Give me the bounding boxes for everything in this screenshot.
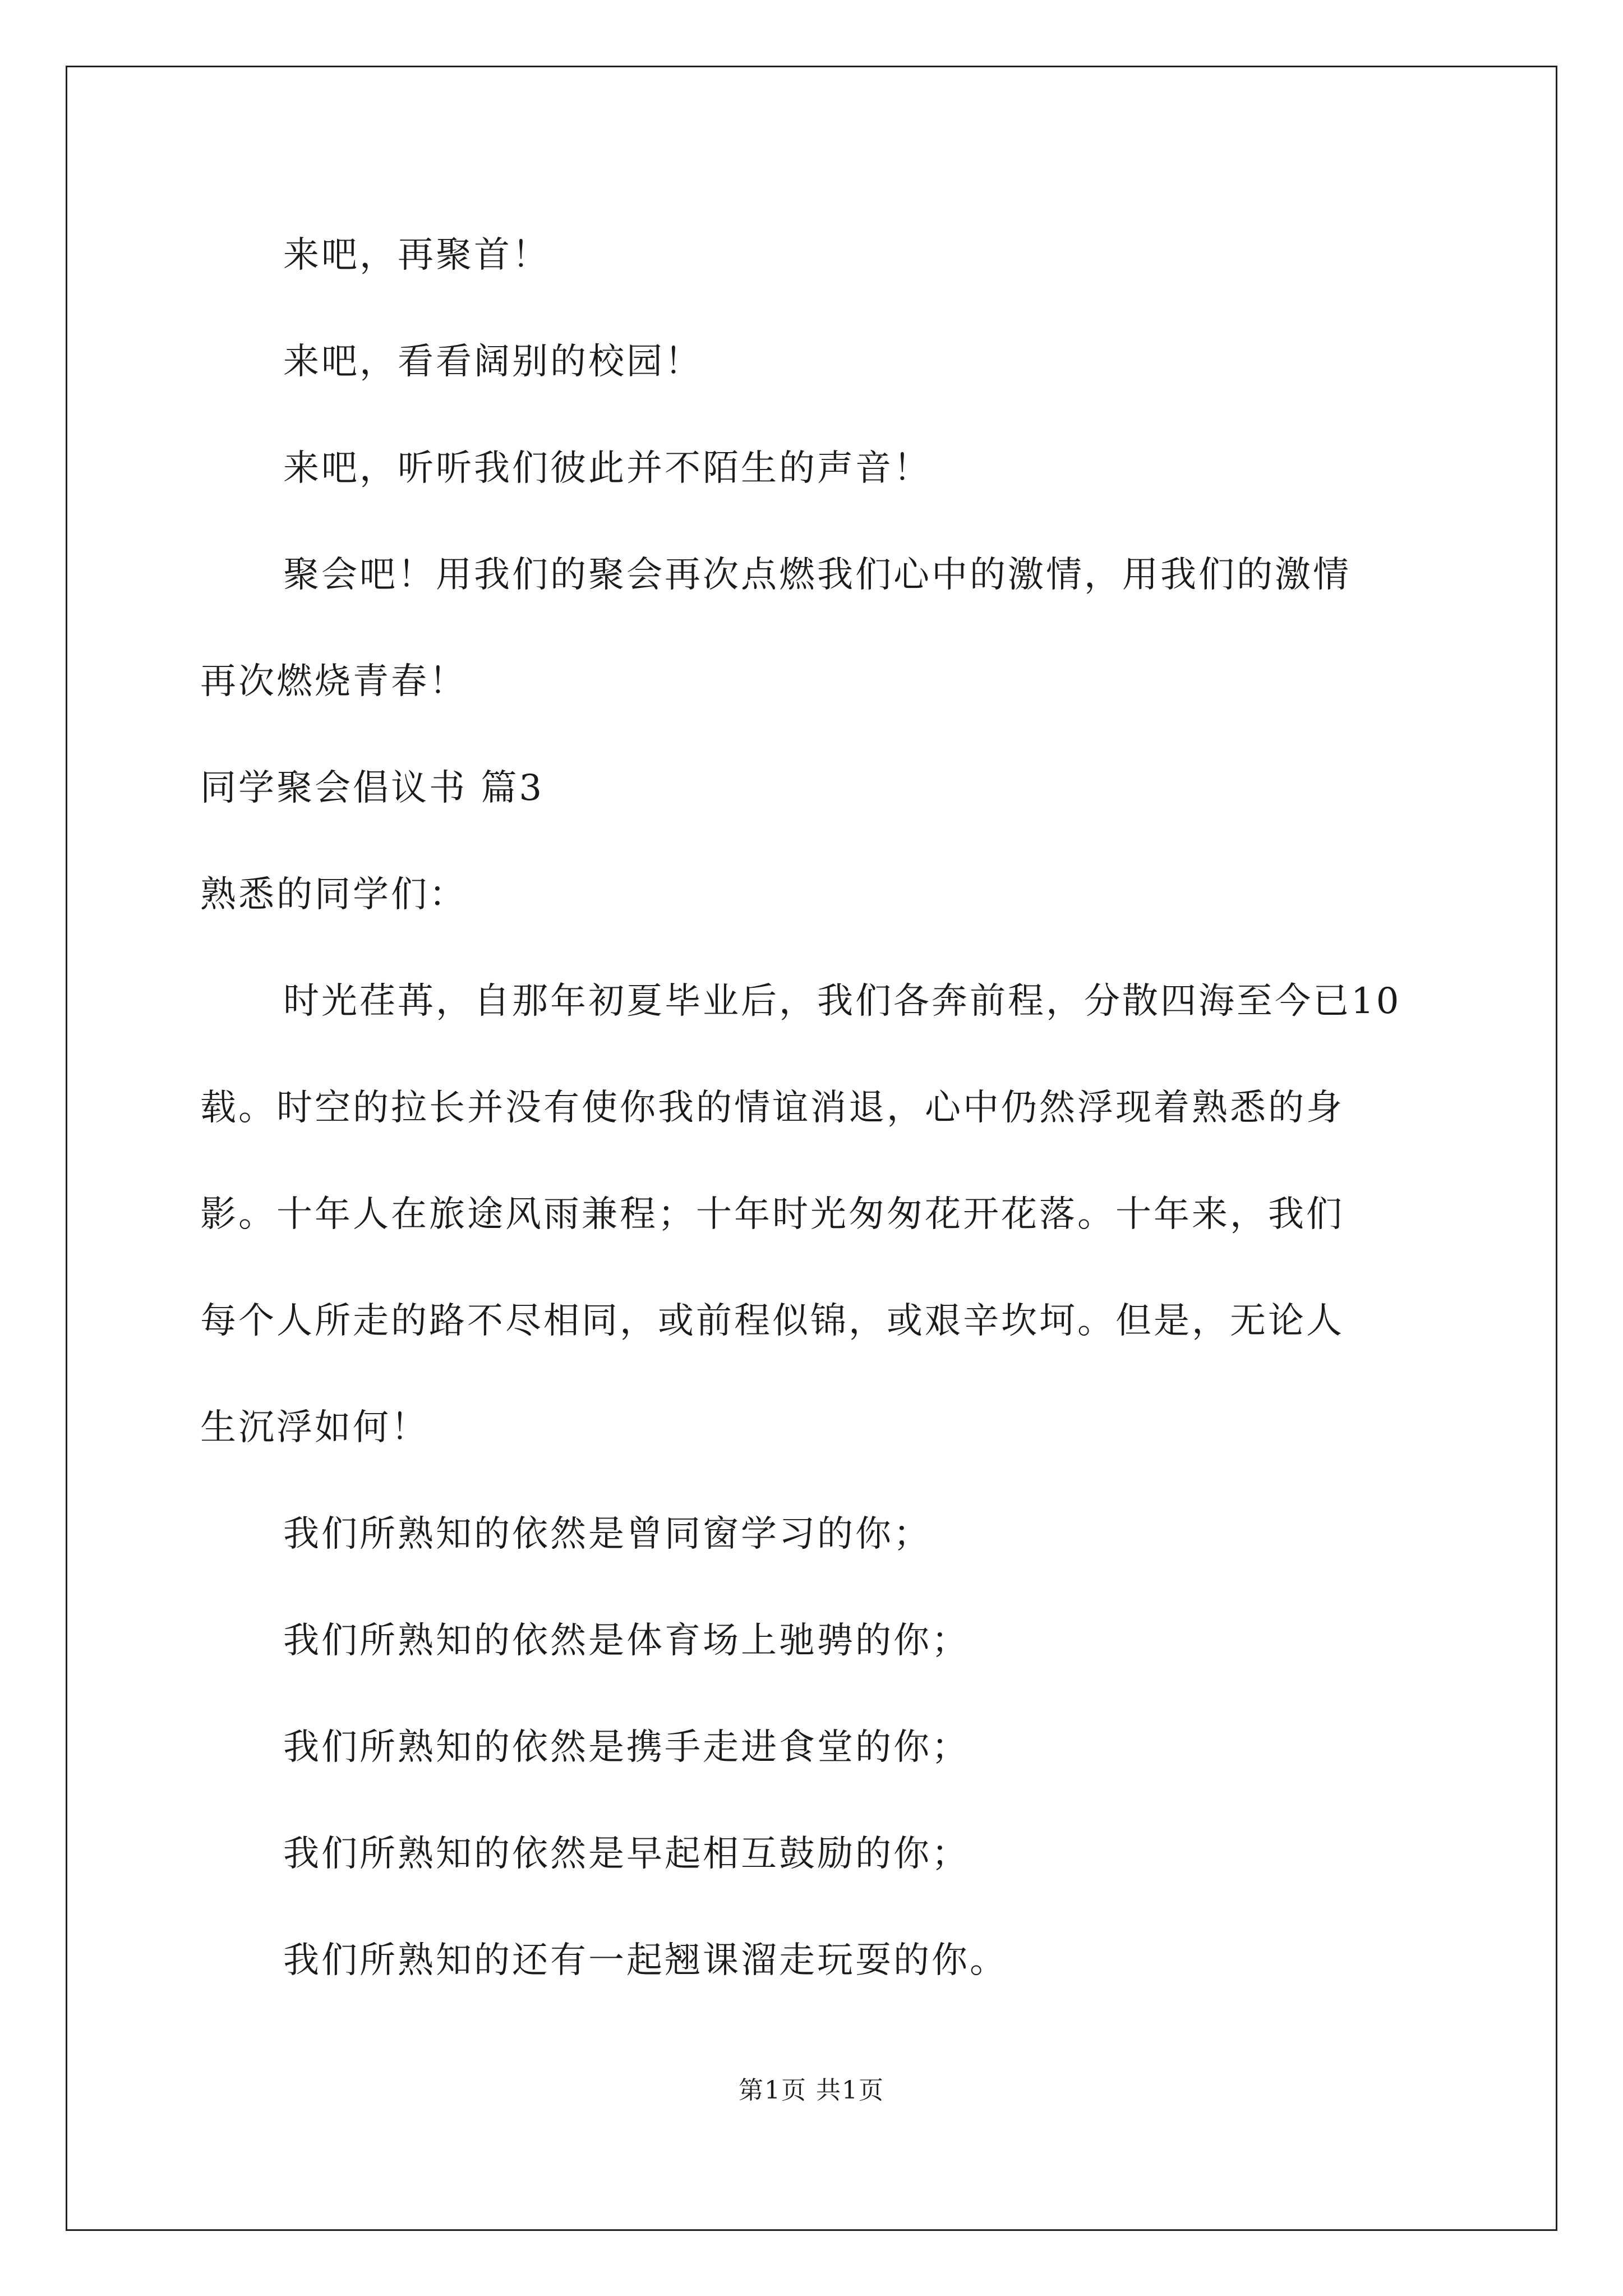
text-line: 来吧，听听我们彼此并不陌生的声音！ [283, 448, 932, 489]
text-line: 影。十年人在旅途风雨兼程；十年时光匆匆花开花落。十年来，我们 [200, 1194, 1344, 1235]
section-title: 同学聚会倡议书 篇3 [200, 767, 545, 809]
text-line: 来吧，看看阔别的校园！ [283, 341, 703, 383]
paragraph [200, 202, 1440, 309]
text-line: 熟悉的同学们： [200, 874, 467, 915]
text-line: 载。时空的拉长并没有使你我的情谊消退，心中仍然浮现着熟悉的身 [200, 1087, 1344, 1129]
text-line: 我们所熟知的依然是曾同窗学习的你； [283, 1513, 932, 1555]
paragraph [200, 1588, 1440, 1694]
text-line: 我们所熟知的依然是体育场上驰骋的你； [283, 1620, 970, 1662]
paragraph [200, 1801, 1440, 1907]
paragraph [200, 1481, 1440, 1588]
document-body [200, 202, 1440, 2014]
paragraph [200, 309, 1440, 415]
text-line: 我们所熟知的还有一起翘课溜走玩耍的你。 [283, 1940, 1008, 1981]
text-line: 时光荏苒，自那年初夏毕业后，我们各奔前程，分散四海至今已10 [283, 981, 1401, 1022]
paragraph [200, 948, 1440, 1481]
paragraph [200, 415, 1440, 522]
text-line: 聚会吧！用我们的聚会再次点燃我们心中的激情，用我们的激情 [283, 554, 1351, 596]
text-line: 我们所熟知的依然是早起相互鼓励的你； [283, 1833, 970, 1875]
page-footer: 第1页 共1页 [739, 2076, 884, 2105]
greeting [200, 841, 1440, 948]
text-line: 我们所熟知的依然是携手走进食堂的你； [283, 1727, 970, 1768]
paragraph [200, 1907, 1440, 2014]
paragraph [200, 522, 1440, 735]
text-line: 每个人所走的路不尽相同，或前程似锦，或艰辛坎坷。但是，无论人 [200, 1300, 1344, 1342]
paragraph [200, 1694, 1440, 1801]
text-line: 生沉浮如何！ [200, 1407, 429, 1448]
text-line: 再次燃烧青春！ [200, 661, 467, 702]
text-line: 来吧，再聚首！ [283, 234, 550, 276]
